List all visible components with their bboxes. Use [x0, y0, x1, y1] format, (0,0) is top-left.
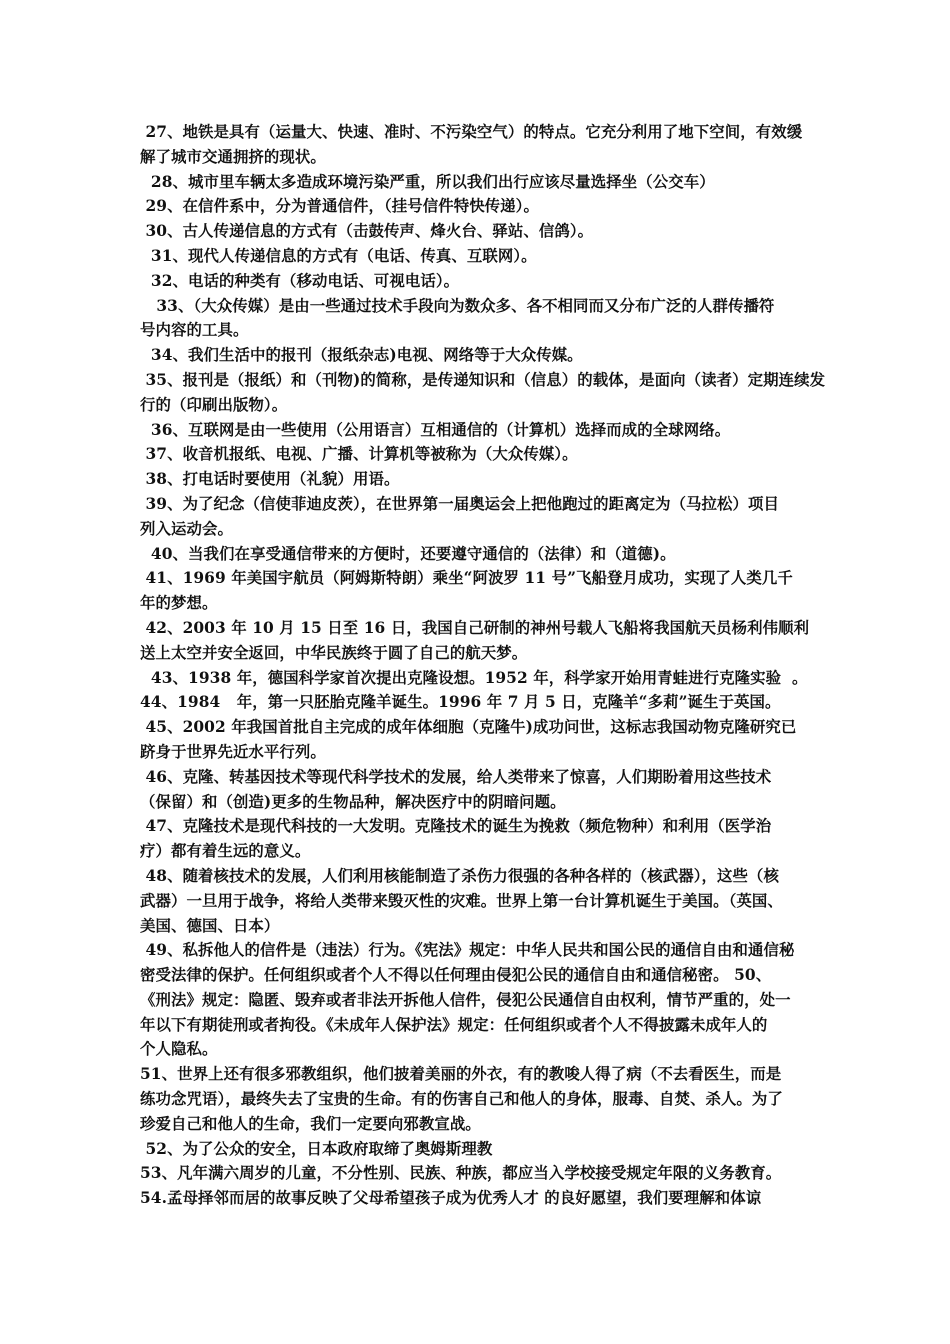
text-line: 45、2002 年我国首批自主完成的成年体细胞（克隆牛)成功问世，这标志我国动物克隆研究已 — [140, 718, 797, 737]
text-line: 40、当我们在享受通信带来的方便时，还要遵守通信的（法律）和（道德)。 — [140, 544, 676, 563]
text-line: 46、克隆、转基因技术等现代科学技术的发展，给人类带来了惊喜，人们期盼着用这些技术 — [140, 767, 772, 786]
text-line: 54.孟母择邻而居的故事反映了父母希望孩子成为优秀人才 的良好愿望，我们要理解和体谅 — [140, 1189, 762, 1208]
text-line: 解了城市交通拥挤的现状。 — [140, 147, 326, 166]
text-line: 疗）都有着生远的意义。 — [140, 842, 311, 861]
text-line: 32、电话的种类有（移动电话、可视电话）。 — [140, 271, 460, 290]
text-line: 武器）一旦用于战争，将给人类带来毁灭性的灾难。世界上第一台计算机诞生于美国。（英国、 — [140, 891, 783, 910]
text-line: 密受法律的保护。任何组织或者个人不得以任何理由侵犯公民的通信自由和通信秘密。 50、 — [140, 966, 772, 985]
text-line: 练功念咒语），最终失去了宝贵的生命。有的伤害自己和他人的身体，服毒、自焚、杀人。为了 — [140, 1090, 783, 1109]
text-line: 43、1938 年，德国科学家首次提出克隆设想。1952 年，科学家开始用青蛙进行克隆实验 。 — [140, 668, 808, 687]
text-line: 49、私拆他人的信件是（违法）行为。《宪法》规定：中华人民共和国公民的通信自由和通信秘 — [140, 941, 795, 960]
text-line: 28、城市里车辆太多造成环境污染严重，所以我们出行应该尽量选择坐（公交车） — [140, 172, 715, 191]
text-line: 47、克隆技术是现代科技的一大发明。克隆技术的诞生为挽救（频危物种）和利用（医学治 — [140, 817, 772, 836]
text-line: 39、为了纪念（信使菲迪皮茨），在世界第一届奥运会上把他跑过的距离定为（马拉松）项目 — [140, 494, 780, 513]
text-line: 31、现代人传递信息的方式有（电话、传真、互联网）。 — [140, 246, 537, 265]
text-line: 号内容的工具。 — [140, 321, 249, 340]
text-line: 送上太空并安全返回，中华民族终于圆了自己的航天梦。 — [140, 643, 528, 662]
text-line: 年的梦想。 — [140, 594, 218, 613]
text-line: 44、1984 年，第一只胚胎克隆羊诞生。1996 年 7 月 5 日，克隆羊“多莉”诞生于英国。 — [140, 693, 781, 712]
text-line: 48、随着核技术的发展，人们利用核能制造了杀伤力很强的各种各样的（核武器），这些（核 — [140, 866, 780, 885]
text-line: 行的（印刷出版物）。 — [140, 395, 288, 414]
text-line: 《刑法》规定：隐匿、毁弃或者非法开拆他人信件，侵犯公民通信自由权利，情节严重的，处一 — [140, 990, 791, 1009]
text-line: 35、报刊是（报纸）和（刊物)的简称，是传递知识和（信息）的载体，是面向（读者）定期连续发 — [140, 370, 826, 389]
text-line: （保留）和（创造)更多的生物品种，解决医疗中的阴暗问题。 — [140, 792, 566, 811]
text-line: 52、为了公众的安全，日本政府取缔了奥姆斯理教 — [140, 1139, 493, 1158]
text-line: 30、古人传递信息的方式有（击鼓传声、烽火台、驿站、信鸽）。 — [140, 222, 594, 241]
text-line: 53、凡年满六周岁的儿童，不分性别、民族、种族，都应当入学校接受规定年限的义务教育。 — [140, 1164, 782, 1183]
text-line: 51、世界上还有很多邪教组织，他们披着美丽的外衣，有的教唆人得了病（不去看医生，而是 — [140, 1065, 782, 1084]
text-line: 42、2003 年 10 月 15 日至 16 日，我国自己研制的神州号载人飞船将我国航天员杨利伟顺利 — [140, 618, 810, 637]
text-line: 38、打电话时要使用（礼貌）用语。 — [140, 470, 400, 489]
text-line: 美国、德国、日本） — [140, 916, 280, 935]
text-line — [140, 1211, 820, 1236]
text-line: 跻身于世界先近水平行列。 — [140, 742, 326, 761]
text-line: 珍爱自己和他人的生命，我们一定要向邪教宣战。 — [140, 1114, 481, 1133]
text-line: 27、地铁是具有（运量大、快速、准时、不污染空气）的特点。它充分利用了地下空间，有效缓 — [140, 123, 803, 141]
text-line: 41、1969 年美国宇航员（阿姆斯特朗）乘坐“阿波罗 11 号”飞船登月成功，实现了人类几千 — [140, 569, 793, 588]
text-line: 36、互联网是由一些使用（公用语言）互相通信的（计算机）选择而成的全球网络。 — [140, 420, 731, 439]
text-line: 34、我们生活中的报刊（报纸杂志)电视、网络等于大众传媒。 — [140, 346, 583, 365]
text-line: 年以下有期徒刑或者拘役。《未成年人保护法》规定：任何组织或者个人不得披露未成年人的 — [140, 1015, 768, 1034]
text-line: 个人隐私。 — [140, 1040, 218, 1059]
text-line: 29、在信件系中，分为普通信件，（挂号信件特快传递）。 — [140, 197, 539, 216]
text-line: 37、收音机报纸、电视、广播、计算机等被称为（大众传媒）。 — [140, 445, 578, 464]
text-line: 33、（大众传媒）是由一些通过技术手段向为数众多、各不相同而又分布广泛的人群传播符 — [140, 296, 775, 315]
document-page — [140, 120, 826, 1236]
text-line: 列入运动会。 — [140, 519, 233, 538]
